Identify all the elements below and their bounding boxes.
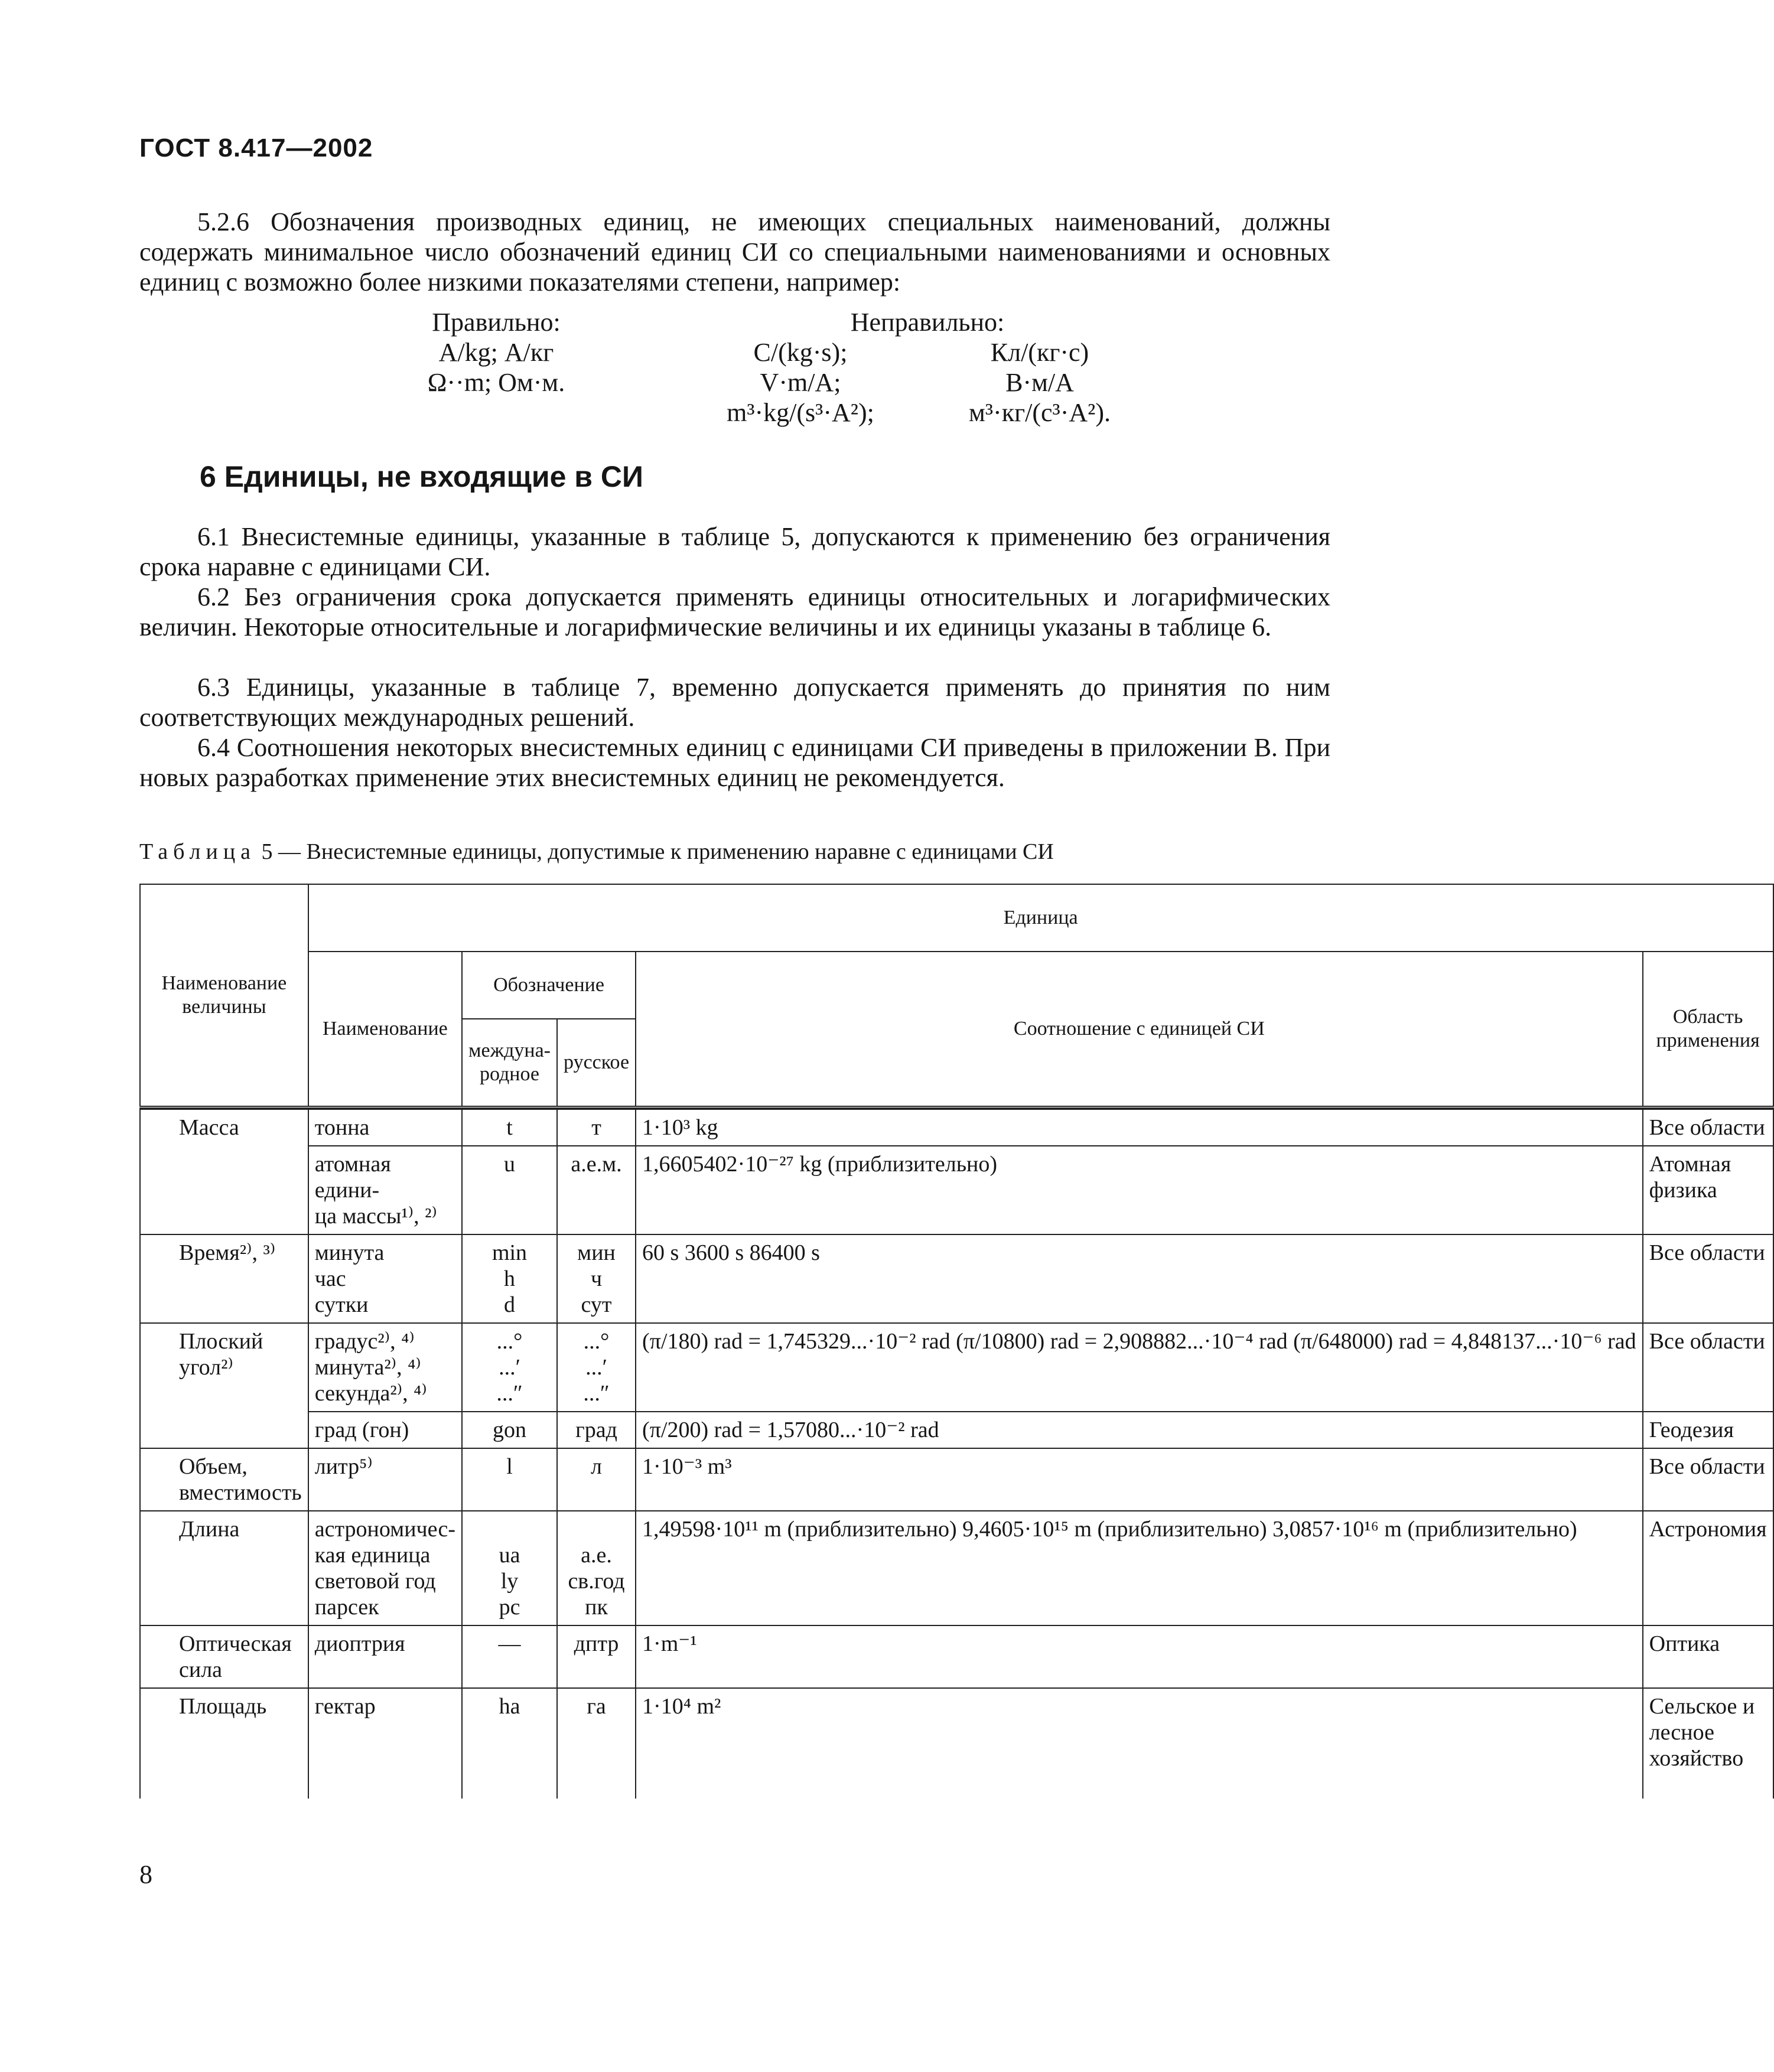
correct-label: Правильно:	[432, 308, 561, 337]
field-cell: Атомная физика	[1643, 1146, 1773, 1234]
si-ratio-cell: 1·10⁻³ m³	[636, 1448, 1643, 1511]
table-caption-word: Таблица	[139, 839, 256, 864]
quantity-cell: Длина	[140, 1511, 308, 1625]
ru-symbol-cell: а.е.м.	[557, 1146, 636, 1234]
si-ratio-cell: 1·m⁻¹	[636, 1625, 1643, 1688]
units-table	[139, 884, 1774, 1799]
header-quantity: Наименование величины	[140, 884, 308, 1107]
unit-name-cell: атомная едини- ца массы¹⁾, ²⁾	[308, 1146, 462, 1234]
unit-name-cell: диоптрия	[308, 1625, 462, 1688]
table-caption	[139, 839, 1054, 865]
clause-6-1: 6.1 Внесистемные единицы, указанные в таблице 5, допускаются к применению без ограничения срока наравне с единицами СИ.	[139, 522, 1330, 581]
field-cell: Все области	[1643, 1234, 1773, 1323]
si-ratio-cell: 1·10³ kg	[636, 1109, 1643, 1146]
wrong-example: V·m/A;	[760, 368, 841, 397]
si-ratio-cell: 1,6605402·10⁻²⁷ kg (приблизительно)	[636, 1146, 1643, 1234]
clause-6-4: 6.4 Соотношения некоторых внесистемных единиц с единицами СИ приведены в приложении В. При новых разработках применение этих внесистемных единиц не рекомендуется.	[139, 733, 1330, 792]
quantity-cell: Объем, вместимость	[140, 1448, 308, 1511]
header-ratio: Соотношение с единицей СИ	[636, 952, 1643, 1107]
ru-symbol-cell: га	[557, 1688, 636, 1799]
unit-name-cell: тонна	[308, 1109, 462, 1146]
quantity-cell: Плоский угол²⁾	[140, 1323, 308, 1448]
clause-5-2-6: 5.2.6 Обозначения производных единиц, не имеющих специальных наименований, должны содержать минимальное число обозначений единиц СИ со специальными наименованиями и основных единиц с возможно более низкими показателями степени, например:	[139, 207, 1330, 297]
quantity-cell: Масса	[140, 1109, 308, 1234]
field-cell: Астрономия	[1643, 1511, 1773, 1625]
section-6-title: 6 Единицы, не входящие в СИ	[200, 460, 643, 493]
ru-symbol-cell: т	[557, 1109, 636, 1146]
field-cell: Все области	[1643, 1448, 1773, 1511]
intl-symbol-cell: ua ly pc	[462, 1511, 557, 1625]
quantity-cell: Площадь	[140, 1688, 308, 1799]
si-ratio-cell: (π/180) rad = 1,745329...·10⁻² rad (π/10800) rad = 2,908882...·10⁻⁴ rad (π/648000) rad = 4,848137...·10⁻⁶ rad	[636, 1323, 1643, 1412]
table-row	[140, 1146, 1773, 1234]
field-cell: Оптика	[1643, 1625, 1773, 1688]
unit-name-cell: град (гон)	[308, 1412, 462, 1448]
table-row	[140, 1688, 1773, 1799]
intl-symbol-cell: t	[462, 1109, 557, 1146]
table-row	[140, 1412, 1773, 1448]
table-row	[140, 1448, 1773, 1511]
table-row	[140, 1323, 1773, 1412]
wrong-examples-russian	[930, 337, 1149, 428]
correct-examples	[378, 307, 614, 398]
ru-symbol-cell: дптр	[557, 1625, 636, 1688]
unit-name-cell: минута час сутки	[308, 1234, 462, 1323]
intl-symbol-cell: u	[462, 1146, 557, 1234]
quantity-cell: Оптическая сила	[140, 1625, 308, 1688]
correct-example: A/kg; А/кг	[438, 338, 554, 367]
field-cell: Все области	[1643, 1323, 1773, 1412]
table-body	[140, 1109, 1773, 1799]
page-number: 8	[139, 1860, 152, 1889]
header-designation: Обозначение	[462, 952, 636, 1019]
correct-example: Ω··m; Ом·м.	[427, 368, 565, 397]
unit-name-cell: градус²⁾, ⁴⁾ минута²⁾, ⁴⁾ секунда²⁾, ⁴⁾	[308, 1323, 462, 1412]
si-ratio-cell: 1,49598·10¹¹ m (приблизительно) 9,4605·10¹⁵ m (приблизительно) 3,0857·10¹⁶ m (приблизительно)	[636, 1511, 1643, 1625]
wrong-examples-international	[703, 337, 898, 428]
field-cell: Геодезия	[1643, 1412, 1773, 1448]
unit-name-cell: гектар	[308, 1688, 462, 1799]
ru-symbol-cell: ...° ...′ ...″	[557, 1323, 636, 1412]
ru-symbol-cell: л	[557, 1448, 636, 1511]
intl-symbol-cell: l	[462, 1448, 557, 1511]
clause-6-2: 6.2 Без ограничения срока допускается применять единицы относительных и логарифмических величин. Некоторые относительные и логарифмические величины и их единицы указаны в таблице 6.	[139, 582, 1330, 641]
quantity-cell: Время²⁾, ³⁾	[140, 1234, 308, 1323]
si-ratio-cell: 1·10⁴ m²	[636, 1688, 1643, 1799]
field-cell: Сельское и лесное хозяйство	[1643, 1688, 1773, 1799]
intl-symbol-cell: ...° ...′ ...″	[462, 1323, 557, 1412]
wrong-example: m³·kg/(s³·A²);	[727, 398, 874, 427]
header-name: Наименование	[308, 952, 462, 1107]
unit-name-cell: литр⁵⁾	[308, 1448, 462, 1511]
intl-symbol-cell: —	[462, 1625, 557, 1688]
ru-symbol-cell: град	[557, 1412, 636, 1448]
intl-symbol-cell: ha	[462, 1688, 557, 1799]
unit-name-cell: астрономичес- кая единица световой год парсек	[308, 1511, 462, 1625]
clause-6-3: 6.3 Единицы, указанные в таблице 7, временно допускается применять до принятия по ним соответствующих международных решений.	[139, 673, 1330, 732]
wrong-example: Кл/(кг·с)	[990, 338, 1089, 367]
intl-symbol-cell: gon	[462, 1412, 557, 1448]
table-row	[140, 1234, 1773, 1323]
wrong-example: В·м/А	[1005, 368, 1074, 397]
table-row	[140, 1109, 1773, 1146]
table-row	[140, 1511, 1773, 1625]
ru-symbol-cell: а.е. св.год пк	[557, 1511, 636, 1625]
intl-symbol-cell: min h d	[462, 1234, 557, 1323]
si-ratio-cell: 60 s 3600 s 86400 s	[636, 1234, 1643, 1323]
wrong-example: м³·кг/(с³·А²).	[969, 398, 1111, 427]
table-row	[140, 1625, 1773, 1688]
wrong-example: C/(kg·s);	[753, 338, 848, 367]
ru-symbol-cell: мин ч сут	[557, 1234, 636, 1323]
header-unit: Единица	[308, 884, 1773, 952]
field-cell: Все области	[1643, 1109, 1773, 1146]
header-russian: русское	[557, 1019, 636, 1107]
table-caption-text: 5 — Внесистемные единицы, допустимые к применению наравне с единицами СИ	[261, 839, 1054, 864]
header-international: междуна-родное	[462, 1019, 557, 1107]
header-field: Область применения	[1643, 952, 1773, 1107]
si-ratio-cell: (π/200) rad = 1,57080...·10⁻² rad	[636, 1412, 1643, 1448]
document-header: ГОСТ 8.417—2002	[139, 133, 373, 162]
wrong-label: Неправильно:	[850, 308, 1005, 337]
